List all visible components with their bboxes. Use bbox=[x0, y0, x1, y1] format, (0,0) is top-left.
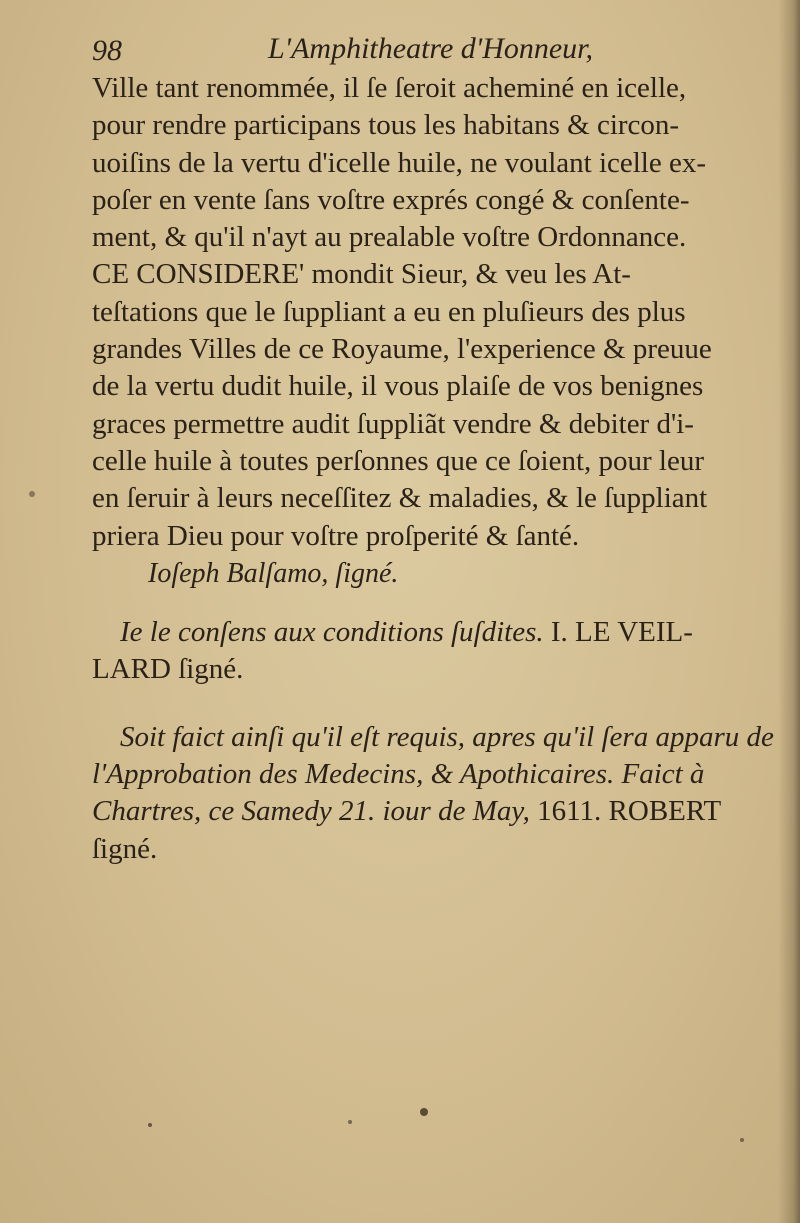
consent-text: Ie le conſens aux conditions ſuſdites. bbox=[120, 616, 544, 649]
page-header bbox=[92, 28, 652, 72]
text-line: graces permettre audit ſuppliãt vendre & debiter d'i- bbox=[92, 407, 694, 440]
decree-date-place: Chartres, ce Samedy 21. iour de May, bbox=[92, 795, 530, 828]
paragraph-gap bbox=[92, 592, 772, 614]
decree-line-1: Soit faict ainſi qu'il eſt requis, apres qu'il ſera apparu de bbox=[120, 720, 774, 753]
text-line: teſtations que le ſuppliant a eu en pluſieurs des plus bbox=[92, 295, 686, 328]
text-line: celle huile à toutes perſonnes que ce ſoient, pour leur bbox=[92, 444, 705, 477]
text-line: grandes Villes de ce Royaume, l'experience & preuue bbox=[92, 333, 712, 366]
running-title: L'Amphitheatre d'Honneur, bbox=[268, 32, 594, 65]
paragraph-gap bbox=[92, 689, 772, 719]
text-line: priera Dieu pour voſtre proſperité & ſanté. bbox=[92, 519, 580, 552]
consent-signer: I. LE VEIL- bbox=[543, 616, 693, 649]
text-line: de la vertu dudit huile, il vous plaiſe de vos benignes bbox=[92, 370, 704, 403]
decree-year-signer: 1611. ROBERT bbox=[529, 795, 722, 828]
page-body bbox=[92, 70, 772, 868]
decree-line-3 bbox=[92, 793, 772, 830]
text-line: poſer en vente ſans voſtre exprés congé & conſente- bbox=[92, 183, 690, 216]
consent-paragraph bbox=[92, 614, 772, 689]
decree-line-2: l'Approbation des Medecins, & Apothicaires. Faict à bbox=[92, 758, 705, 791]
petitioner-signature: Ioſeph Balſamo, ſigné. bbox=[148, 557, 399, 589]
consent-line-1 bbox=[120, 614, 772, 651]
decree-paragraph bbox=[92, 719, 772, 868]
page-number: 98 bbox=[92, 34, 122, 67]
decree-line-4: ſigné. bbox=[92, 832, 158, 865]
text-line: pour rendre participans tous les habitans & circon- bbox=[92, 109, 680, 142]
page-edge-shadow bbox=[778, 0, 800, 1223]
text-line: uoiſins de la vertu d'icelle huile, ne voulant icelle ex- bbox=[92, 146, 707, 179]
text-line: en ſeruir à leurs neceſſitez & maladies, & le ſuppliant bbox=[92, 482, 708, 515]
text-line: CE CONSIDERE' mondit Sieur, & veu les At- bbox=[92, 258, 631, 291]
text-line: ment, & qu'il n'ayt au prealable voſtre Ordonnance. bbox=[92, 221, 687, 254]
petition-paragraph bbox=[92, 70, 772, 592]
consent-line-2: LARD ſigné. bbox=[92, 653, 244, 686]
text-line: Ville tant renommée, il ſe ſeroit acheminé en icelle, bbox=[92, 72, 687, 104]
